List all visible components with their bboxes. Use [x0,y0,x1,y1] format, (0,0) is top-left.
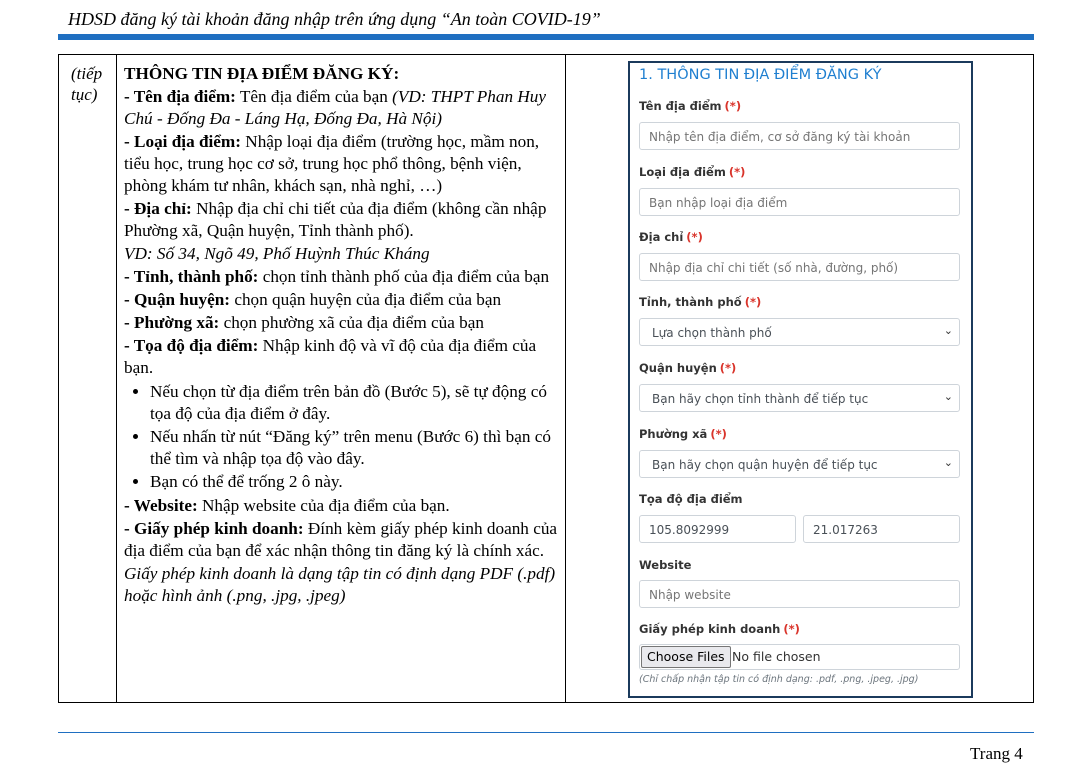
chevron-down-icon: ⌄ [943,324,953,337]
ward-text: chọn phường xã của địa điểm của bạn [219,313,484,332]
coord-label: - Tọa độ địa điểm: [124,336,259,355]
bullet-item: • Nếu nhấn từ nút “Đăng ký” trên menu (Bước 6) thì bạn có thể tìm và nhập tọa độ vào đây. [150,426,559,470]
required-mark: (*) [724,99,742,113]
license-field-label: Giấy phép kinh doanh (*) [639,622,800,636]
name-field-label: Tên địa điểm (*) [639,99,742,113]
district-field-label: Quận huyện (*) [639,361,737,375]
name-input[interactable]: Nhập tên địa điểm, cơ sở đăng ký tài khoản [639,122,960,150]
instructions-column [117,55,566,702]
required-mark: (*) [719,361,737,375]
document-header: HDSD đăng ký tài khoản đăng nhập trên ứng dụng “An toàn COVID-19” [68,9,601,29]
address-example: VD: Số 34, Ngõ 49, Phố Huỳnh Thúc Kháng [124,244,430,263]
type-field-label: Loại địa điểm (*) [639,165,746,179]
address-field-label: Địa chỉ (*) [639,230,703,244]
chevron-down-icon: ⌄ [943,456,953,469]
coord-text: Nhập kinh độ và vĩ độ của địa điểm của bạn. [124,336,537,377]
chevron-down-icon: ⌄ [943,390,953,403]
required-mark: (*) [686,230,703,244]
footer-rule [58,732,1034,733]
type-label: - Loại địa điểm: [124,132,241,151]
name-example: (VD: THPT Phan Huy Chú - Đống Đa - Láng Hạ, Đống Đa, Hà Nội) [124,87,547,128]
page-number: Trang 4 [970,744,1023,763]
district-select[interactable]: Bạn hãy chọn tỉnh thành để tiếp tục ⌄ [639,384,960,412]
license-text: Đính kèm giấy phép kinh doanh của địa điểm của bạn để xác nhận thông tin đăng ký là chính xác. [124,519,558,560]
website-text: Nhập website của địa điểm của bạn. [197,496,450,515]
required-mark: (*) [728,165,746,179]
type-text: Nhập loại địa điểm (trường học, mầm non, tiểu học, trung học cơ sở, trung học phổ thông, bệnh viện, phòng khám tư nhân, khách sạn, nhà nghỉ, …) [124,132,540,195]
type-input[interactable]: Bạn nhập loại địa điểm [639,188,960,216]
province-label: - Tỉnh, thành phố: [124,267,259,286]
name-label: - Tên địa điểm: [124,87,236,106]
registration-form-screenshot [628,61,973,698]
form-title: 1. THÔNG TIN ĐỊA ĐIỂM ĐĂNG KÝ [639,67,882,83]
longitude-input[interactable]: 105.8092999 [639,515,796,543]
ward-field-label: Phường xã (*) [639,427,727,441]
instructions-text [124,63,559,608]
name-text: Tên địa điểm của bạn [235,87,393,106]
website-input[interactable]: Nhập website [639,580,960,608]
address-text: Nhập địa chỉ chi tiết của địa điểm (không cần nhập Phường xã, Quận huyện, Tỉnh thành phố). [124,199,547,240]
license-hint: (Chỉ chấp nhận tập tin có định dạng: .pdf, .png, .jpeg, .jpg) [639,674,919,685]
district-text: chọn quận huyện của địa điểm của bạn [230,290,502,309]
file-status: No file chosen [732,649,821,664]
bullet-item: • Bạn có thể để trống 2 ô này. [150,471,559,493]
province-text: chọn tỉnh thành phố của địa điểm của bạn [258,267,550,286]
coordinates-field-label: Tọa độ địa điểm [639,492,743,506]
ward-label: - Phường xã: [124,313,220,332]
province-field-label: Tỉnh, thành phố (*) [639,295,762,309]
website-field-label: Website [639,558,692,572]
license-label: - Giấy phép kinh doanh: [124,519,304,538]
required-mark: (*) [744,295,762,309]
continued-label: (tiếp tục) [71,64,103,104]
license-note: Giấy phép kinh doanh là dạng tập tin có định dạng PDF (.pdf) hoặc hình ảnh (.png, .jpg, .jpeg) [124,564,556,605]
required-mark: (*) [783,622,800,636]
instructions-heading: THÔNG TIN ĐỊA ĐIỂM ĐĂNG KÝ: [124,64,400,83]
label-column [59,55,117,702]
header-rule [58,34,1034,40]
coord-bullets [124,381,559,493]
ward-select[interactable]: Bạn hãy chọn quận huyện để tiếp tục ⌄ [639,450,960,478]
address-input[interactable]: Nhập địa chỉ chi tiết (số nhà, đường, phố) [639,253,960,281]
province-select[interactable]: Lựa chọn thành phố ⌄ [639,318,960,346]
required-mark: (*) [710,427,727,441]
district-label: - Quận huyện: [124,290,231,309]
bullet-item: • Nếu chọn từ địa điểm trên bản đồ (Bước 5), sẽ tự động có tọa độ của địa điểm ở đây. [150,381,559,425]
license-file-input[interactable] [639,644,960,670]
website-label: - Website: [124,496,198,515]
address-label: - Địa chỉ: [124,199,192,218]
latitude-input[interactable]: 21.017263 [803,515,960,543]
choose-files-button[interactable]: Choose Files [641,646,731,668]
